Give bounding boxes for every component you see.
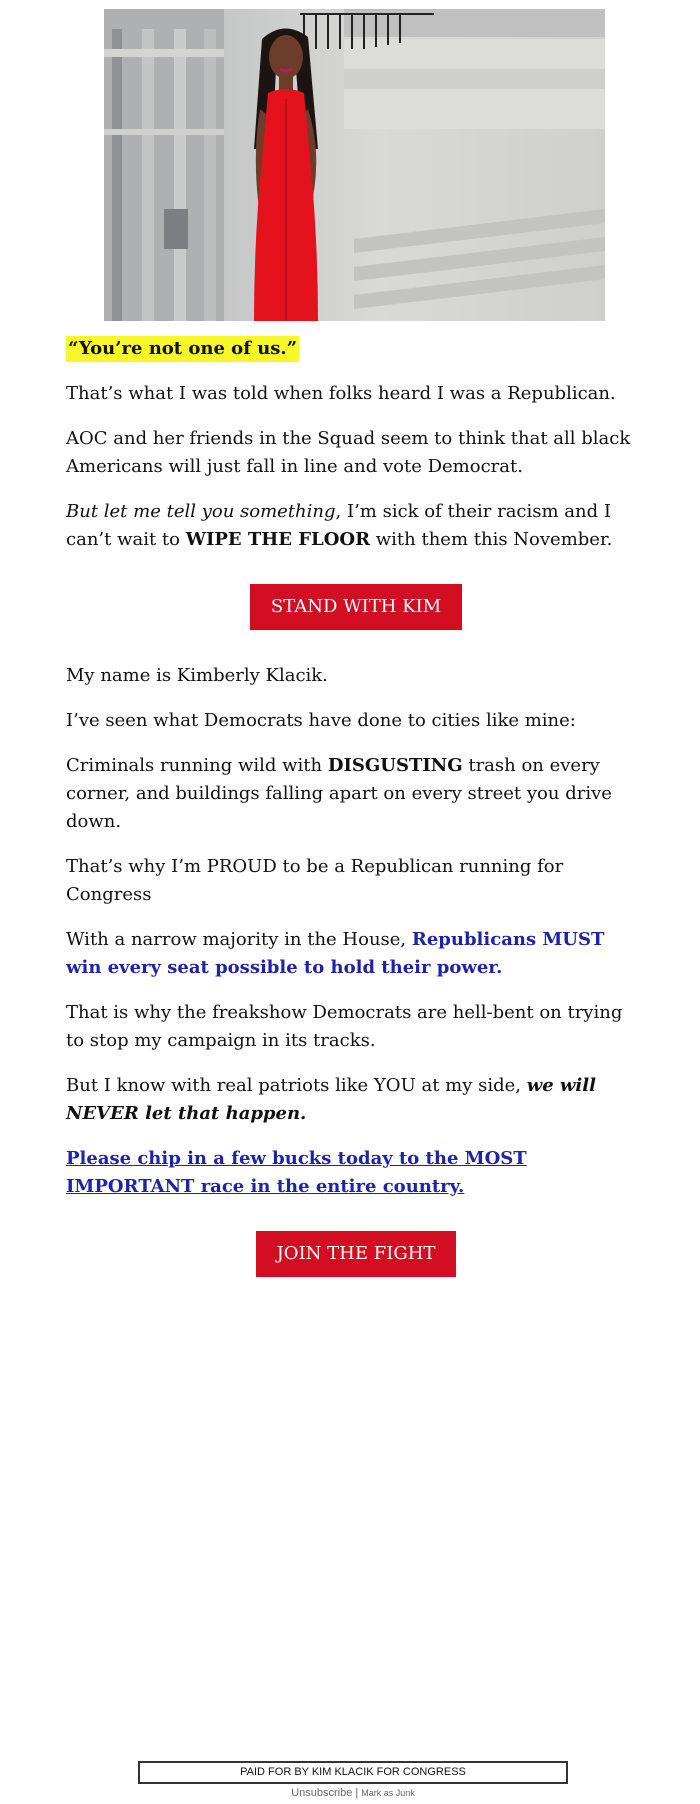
body-paragraph-9: That is why the freakshow Democrats are hell-bent on trying to stop my campaign in its tracks.: [66, 1002, 623, 1051]
text-segment: with them this November.: [370, 529, 613, 550]
headline-quote-paragraph: [66, 335, 646, 363]
body-paragraph-6: [66, 752, 646, 836]
email-body: [66, 335, 646, 1309]
text-segment: But I know with real patriots like YOU at my side,: [66, 1075, 527, 1096]
join-the-fight-button[interactable]: JOIN THE FIGHT: [256, 1231, 457, 1277]
hero-photo: [104, 9, 605, 321]
footer: [138, 1761, 568, 1799]
chip-in-link[interactable]: Please chip in a few bucks today to the MOST IMPORTANT race in the entire country.: [66, 1148, 527, 1197]
unsubscribe-link[interactable]: Unsubscribe: [291, 1787, 353, 1799]
body-paragraph-8: [66, 926, 646, 982]
body-paragraph-4: My name is Kimberly Klacik.: [66, 665, 328, 686]
stand-button-wrap: [66, 584, 646, 630]
blue-emphasis: Republicans MUST win every seat possible to hold their power.: [66, 929, 605, 978]
stand-with-kim-button[interactable]: STAND WITH KIM: [250, 584, 462, 630]
bold-phrase: WIPE THE FLOOR: [185, 529, 371, 550]
mark-as-junk-link[interactable]: Mark as Junk: [361, 1788, 415, 1798]
body-paragraph-7: That’s why I’m PROUD to be a Republican running for Congress: [66, 856, 564, 905]
body-paragraph-3: [66, 498, 646, 554]
headline-quote: “You’re not one of us.”: [66, 336, 299, 362]
text-segment: trash on every corner, and buildings falling apart on every street you drive down.: [66, 755, 612, 832]
donate-link-paragraph: [66, 1145, 646, 1201]
bold-italic-phrase: we will NEVER let that happen.: [66, 1075, 596, 1124]
body-paragraph-2: AOC and her friends in the Squad seem to think that all black Americans will just fall in line and vote Democrat.: [66, 428, 631, 477]
body-paragraph-1: That’s what I was told when folks heard I was a Republican.: [66, 383, 616, 404]
bold-word: DISGUSTING: [327, 755, 463, 776]
footer-links: [138, 1787, 568, 1799]
footer-separator: |: [355, 1787, 359, 1799]
text-segment: Criminals running wild with: [66, 755, 328, 776]
body-paragraph-10: [66, 1072, 646, 1128]
text-segment: With a narrow majority in the House,: [66, 929, 412, 950]
text-segment: , I’m sick of their racism and I can’t wait to: [66, 501, 611, 550]
join-button-wrap: [66, 1231, 646, 1277]
italic-phrase: But let me tell you something: [66, 501, 336, 522]
paid-for-disclaimer: PAID FOR BY KIM KLACIK FOR CONGRESS: [138, 1761, 568, 1784]
body-paragraph-5: I’ve seen what Democrats have done to cities like mine:: [66, 710, 576, 731]
